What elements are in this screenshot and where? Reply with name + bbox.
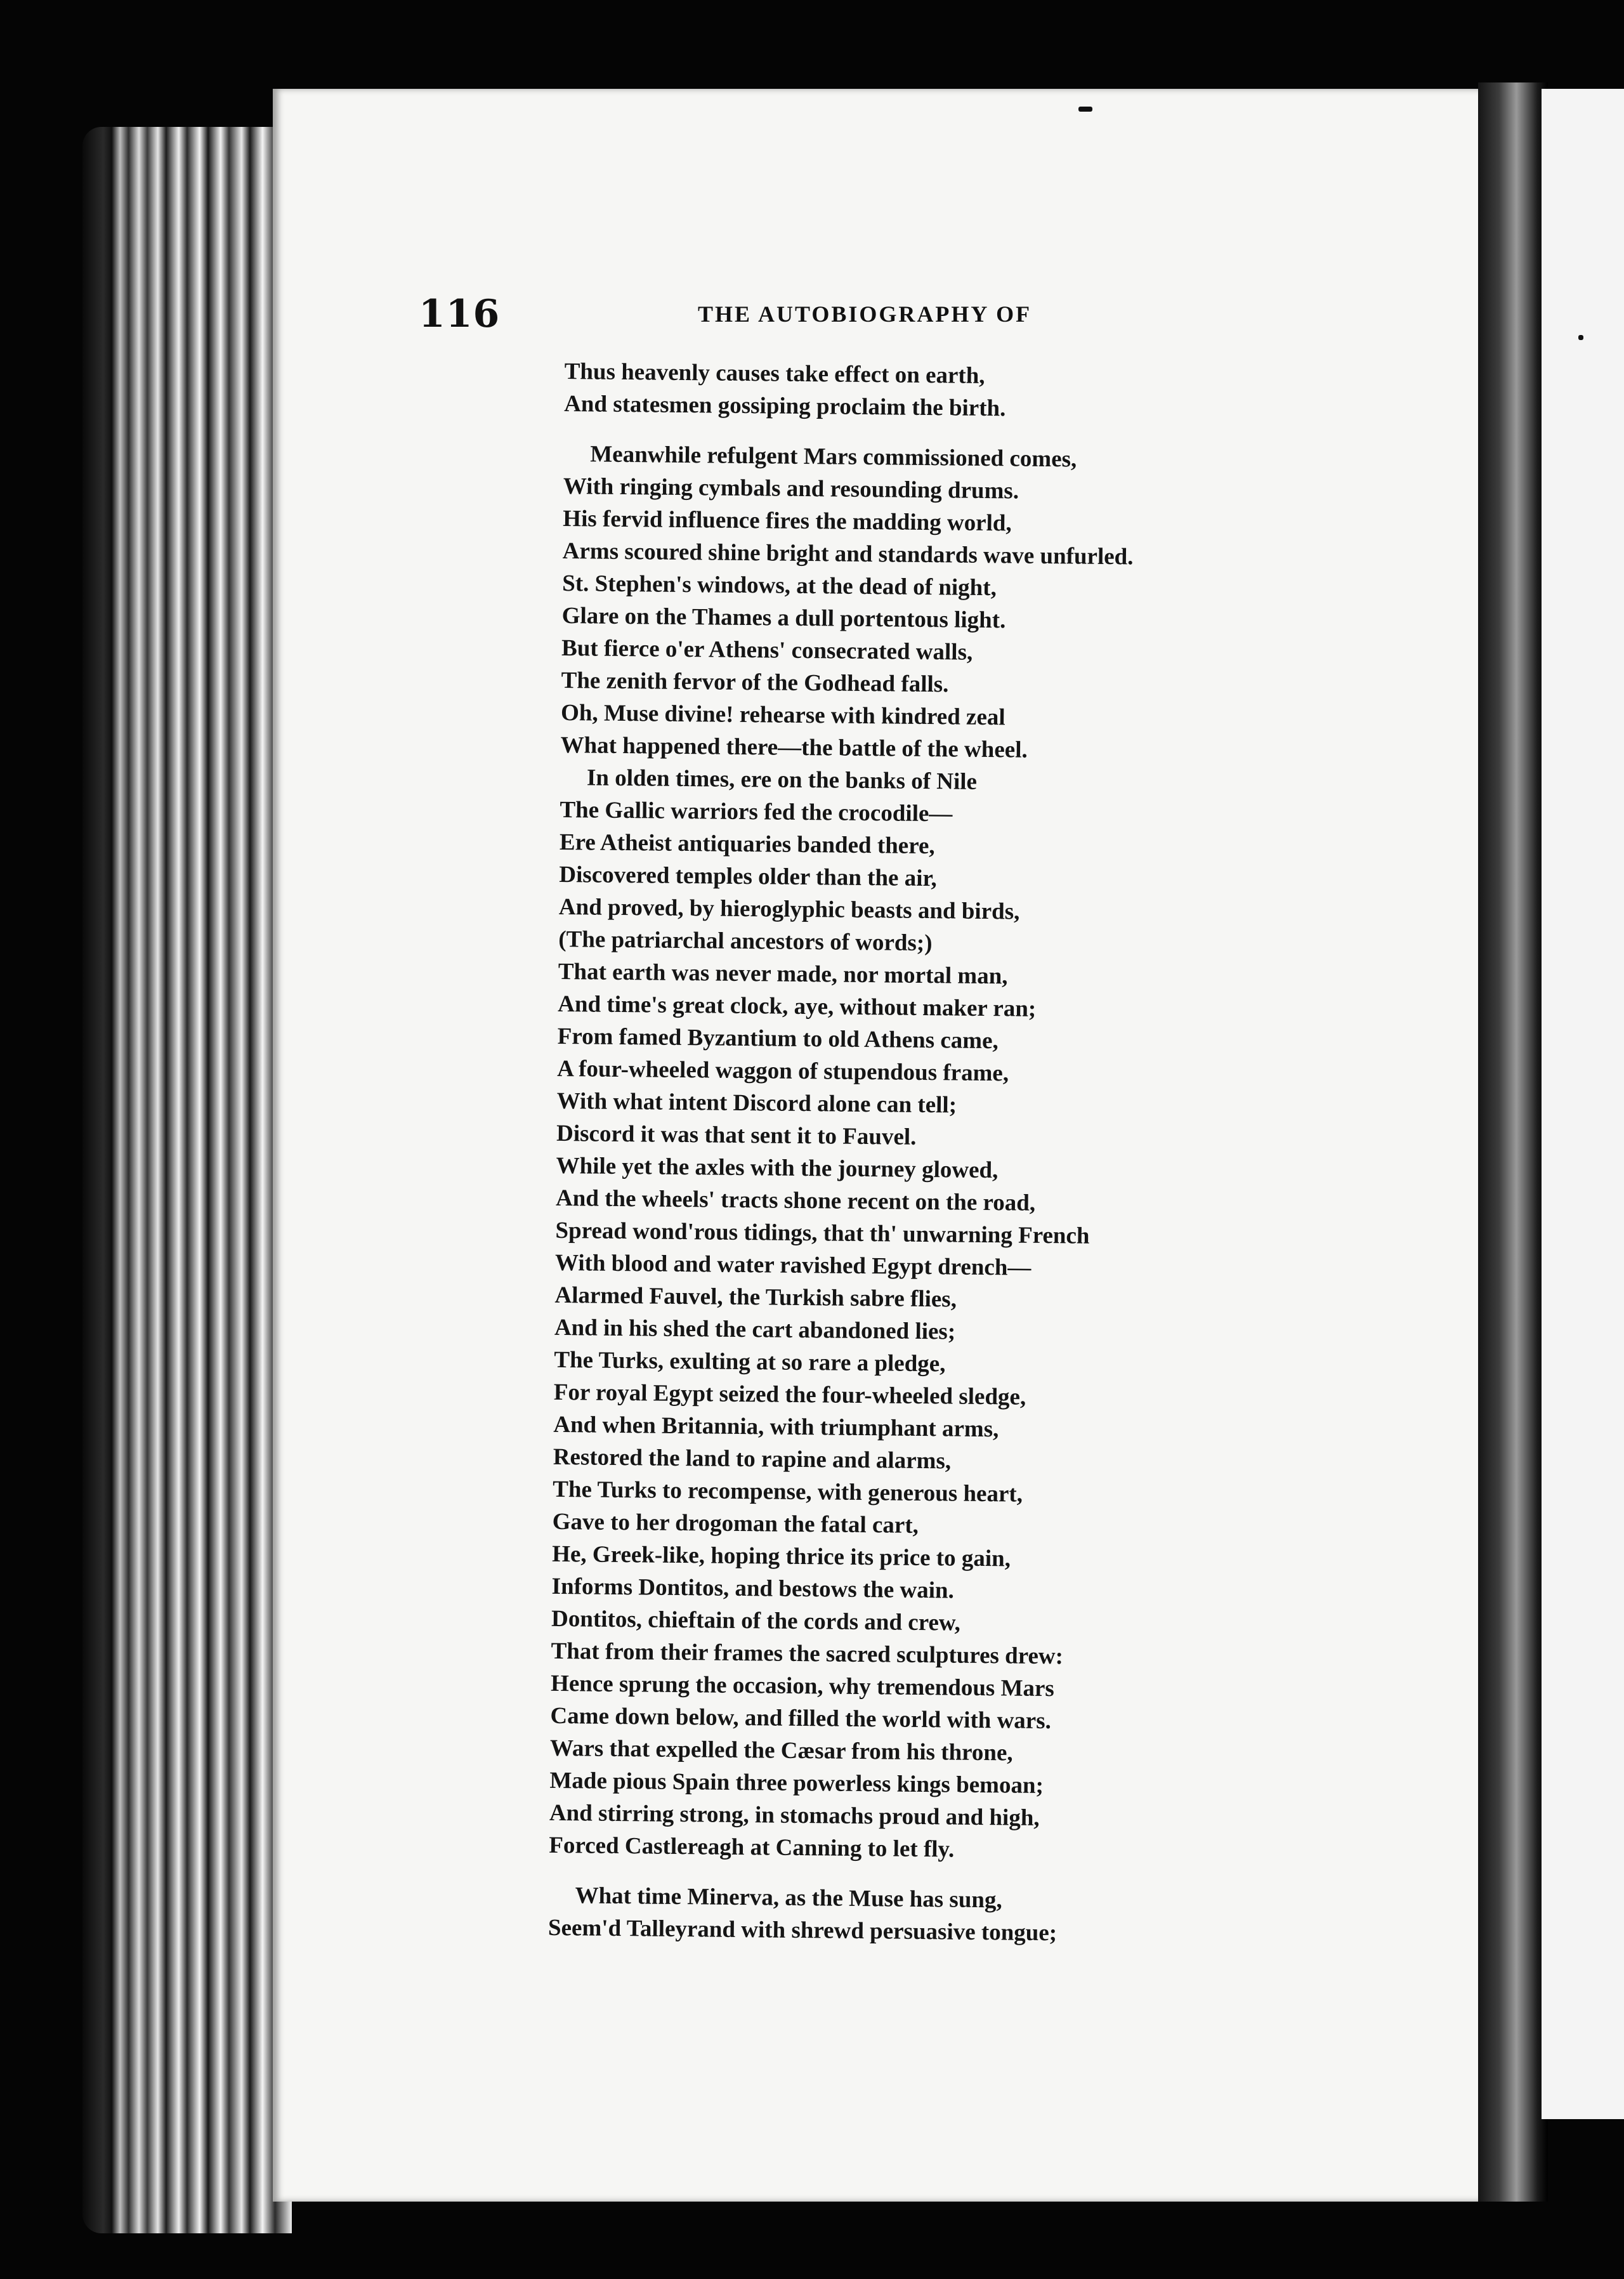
poem-line: (The patriarchal ancestors of words;): [558, 926, 933, 957]
poem-line: And stirring strong, in stomachs proud and high,: [549, 1799, 1040, 1831]
poem-line: For royal Egypt seized the four-wheeled sledge,: [553, 1379, 1026, 1410]
poem-line: The Turks to recompense, with generous heart,: [553, 1476, 1023, 1507]
stanza: [549, 438, 1280, 1869]
poem-line: The zenith fervor of the Godhead falls.: [561, 667, 949, 698]
poem-line: What time Minerva, as the Muse has sung,: [575, 1882, 1002, 1914]
page-number: 116: [419, 292, 501, 336]
poem-line: Arms scoured shine bright and standards wave unfurled.: [562, 537, 1134, 570]
poem-line: Glare on the Thames a dull portentous light.: [561, 602, 1006, 634]
poem-line: Thus heavenly causes take effect on earth,: [564, 358, 985, 389]
poem-line: And the wheels' tracts shone recent on the road,: [555, 1185, 1036, 1216]
page-header: [419, 292, 1116, 343]
poem-line: Seem'd Talleyrand with shrewd persuasive tongue;: [547, 1914, 1058, 1947]
poem-line: From famed Byzantium to old Athens came,: [557, 1023, 999, 1054]
poem-line: St. Stephen's windows, at the dead of night,: [562, 570, 997, 601]
poem-line: Hence sprung the occasion, why tremendous Mars: [550, 1670, 1055, 1702]
poem-line: What happened there—the battle of the wheel.: [560, 732, 1028, 763]
poem-line: While yet the axles with the journey glowed,: [556, 1152, 999, 1184]
poem-line: Discord it was that sent it to Fauvel.: [556, 1120, 917, 1150]
poem-line: Dontitos, chieftain of the cords and crew,: [551, 1605, 961, 1636]
poem-line: Wars that expelled the Cæsar from his throne,: [549, 1735, 1013, 1766]
poem-line: Forced Castlereagh at Canning to let fly.: [549, 1832, 955, 1863]
book-edge-stack: [82, 127, 292, 2233]
poem-line: The Gallic warriors fed the crocodile—: [560, 796, 953, 827]
poem-line: With what intent Discord alone can tell;: [556, 1087, 957, 1119]
poem-line: And in his shed the cart abandoned lies;: [554, 1314, 956, 1345]
speck: [1078, 107, 1092, 112]
poem-line: Informs Dontitos, and bestows the wain.: [551, 1573, 955, 1604]
poem-line: And when Britannia, with triumphant arms,: [553, 1411, 999, 1443]
poem-line: Came down below, and filled the world with wars.: [550, 1702, 1052, 1735]
stanza: [548, 1879, 1266, 1952]
poem-line: The Turks, exulting at so rare a pledge,: [554, 1346, 946, 1377]
poem-line: Discovered temples older than the air,: [559, 861, 938, 892]
poem-line: He, Greek-like, hoping thrice its price to gain,: [551, 1540, 1011, 1572]
poem-line: Oh, Muse divine! rehearse with kindred zeal: [560, 699, 1005, 731]
running-head: THE AUTOBIOGRAPHY OF: [698, 301, 1032, 327]
poem-line: His fervid influence fires the madding world,: [563, 505, 1012, 537]
gutter-shadow: [1478, 82, 1548, 2202]
poem-line: But fierce o'er Athens' consecrated walls,: [561, 634, 973, 666]
facing-page-edge: [1542, 89, 1624, 2119]
poem-line: Alarmed Fauvel, the Turkish sabre flies,: [554, 1282, 957, 1313]
poem-line: A four-wheeled waggon of stupendous frame,: [557, 1055, 1009, 1087]
speck: [1578, 335, 1583, 340]
poem-body: [548, 355, 1281, 1952]
poem-line: And statesmen gossiping proclaim the birth.: [563, 390, 1006, 422]
stanza: [564, 355, 1281, 428]
poem-line: Restored the land to rapine and alarms,: [553, 1443, 952, 1474]
poem-line: That from their frames the sacred sculptures drew:: [551, 1638, 1064, 1670]
poem-line: That earth was never made, nor mortal man,: [558, 958, 1008, 990]
poem-line: Spread wond'rous tidings, that th' unwarning French: [555, 1217, 1090, 1249]
poem-line: And time's great clock, aye, without maker ran;: [558, 990, 1037, 1022]
poem-line: Made pious Spain three powerless kings bemoan;: [549, 1767, 1044, 1799]
poem-line: Ere Atheist antiquaries banded there,: [559, 829, 935, 860]
poem-line: In olden times, ere on the banks of Nile: [586, 765, 978, 795]
poem-line: With blood and water ravished Egypt drench—: [554, 1249, 1031, 1281]
poem-line: Gave to her drogoman the fatal cart,: [552, 1508, 919, 1539]
poem-line: With ringing cymbals and resounding drums.: [563, 473, 1019, 504]
poem-line: Meanwhile refulgent Mars commissioned comes,: [590, 441, 1077, 473]
poem-line: And proved, by hieroglyphic beasts and birds,: [558, 893, 1020, 925]
